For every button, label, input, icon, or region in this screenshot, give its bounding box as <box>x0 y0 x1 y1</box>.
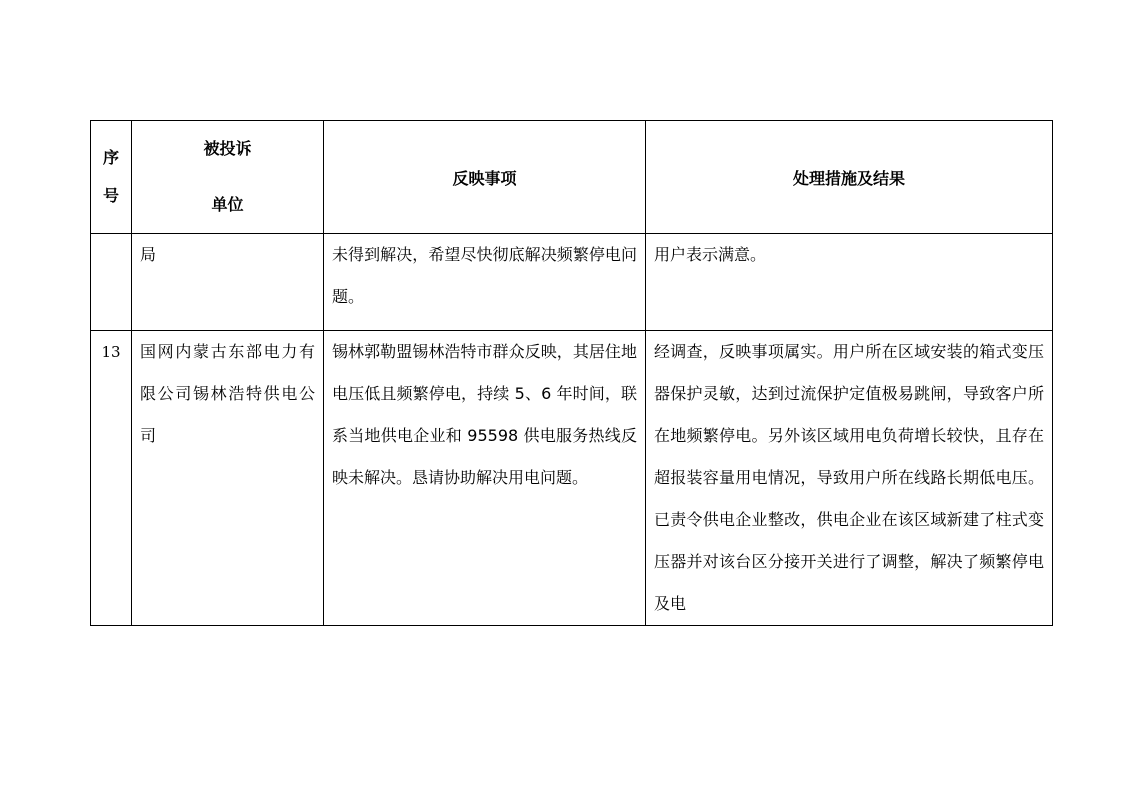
row-unit: 局 <box>140 245 157 264</box>
header-result <box>646 121 1053 234</box>
row-unit-cell <box>132 331 324 626</box>
row-unit: 国网内蒙古东部电力有限公司锡林浩特供电公司 <box>140 342 315 445</box>
table-row <box>91 234 1053 331</box>
table-row <box>91 331 1053 626</box>
header-result-label: 处理措施及结果 <box>792 168 905 188</box>
row-issue-cell <box>324 234 646 331</box>
table-header-row <box>91 121 1053 234</box>
row-no: 13 <box>101 343 121 361</box>
row-no-cell <box>91 331 132 626</box>
row-issue: 未得到解决，希望尽快彻底解决频繁停电问题。 <box>332 245 637 306</box>
row-result-cell <box>646 234 1053 331</box>
header-unit-line1: 被投诉 <box>203 139 252 158</box>
header-no-label: 序号 <box>102 148 119 205</box>
row-issue-cell <box>324 331 646 626</box>
row-result: 经调查，反映事项属实。用户所在区域安装的箱式变压器保护灵敏，达到过流保护定值极易跳闸，导致客户所在地频繁停电。另外该区域用电负荷增长较快，且存在超报装容量用电情况，导致用户所在线路长期低电压。已责令供电企业整改，供电企业在该区域新建了柱式变压器并对该台区分接开关进行了调整，解决了频繁停电及电 <box>654 342 1044 613</box>
row-result-cell <box>646 331 1053 626</box>
complaints-table <box>90 120 1053 626</box>
header-unit <box>132 121 324 234</box>
row-unit-cell <box>132 234 324 331</box>
header-issue <box>324 121 646 234</box>
row-issue: 锡林郭勒盟锡林浩特市群众反映，其居住地电压低且频繁停电，持续 5、6 年时间，联系当地供电企业和 95598 供电服务热线反映未解决。恳请协助解决用电问题。 <box>332 342 637 487</box>
header-unit-line2: 单位 <box>211 195 244 214</box>
row-no-cell <box>91 234 132 331</box>
row-result: 用户表示满意。 <box>654 245 767 264</box>
header-issue-label: 反映事项 <box>452 168 517 188</box>
header-no <box>91 121 132 234</box>
